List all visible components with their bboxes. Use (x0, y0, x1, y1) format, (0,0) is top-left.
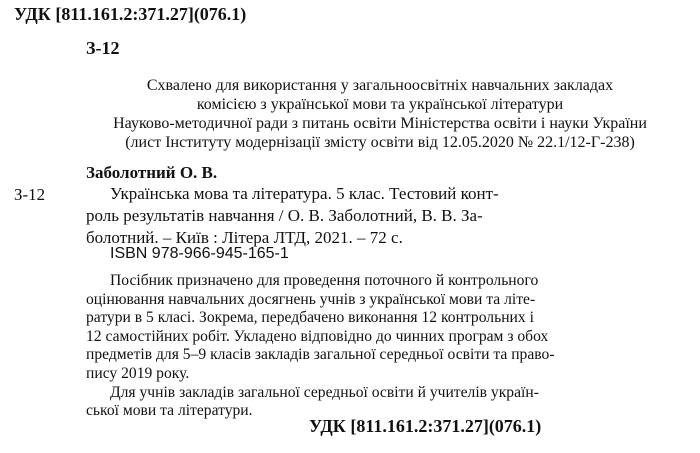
approval-notice (80, 76, 680, 152)
isbn: ISBN 978-966-945-165-1 (110, 245, 289, 262)
classification-code-side: З-12 (14, 185, 46, 204)
author-name: Заболотний О. В. (86, 163, 218, 182)
annotation-p2-line-1: Для учнів закладів загальної середньої освіти й учителів україн- (110, 383, 539, 401)
description-line-2: роль результатів навчання / О. В. Заболотний, В. В. За- (86, 206, 483, 225)
bibliographic-description (86, 183, 499, 249)
udk-footer: УДК [811.161.2:371.27](076.1) (309, 416, 542, 436)
annotation-p1-line-6: пису 2019 року. (86, 364, 190, 382)
annotation-p1-line-5: предметів для 5–9 класів закладів загальної середньої освіти та право- (86, 346, 555, 364)
annotation (86, 272, 555, 421)
annotation-p1-line-1: Посібник призначено для проведення поточного й контрольного (110, 272, 539, 289)
description-line-1: Українська мова та література. 5 клас. Тестовий конт- (110, 184, 499, 203)
description-line-3: болотний. – Київ : Літера ЛТД, 2021. – 72 с. (86, 228, 403, 247)
approval-line-2: комісією з української мови та української літератури (196, 96, 564, 113)
classification-code-top: З-12 (86, 38, 120, 58)
annotation-p1-line-3: ратури в 5 класі. Зокрема, передбачено виконання 12 контрольних і (86, 309, 534, 327)
annotation-p1-line-4: 12 самостійних робіт. Укладено відповідно до чинних програм з обох (86, 327, 549, 345)
approval-line-1: Схвалено для використання у загальноосвітніх навчальних закладах (146, 77, 614, 94)
approval-line-4: (лист Інституту модернізації змісту освіти від 12.05.2020 № 22.1/12-Г-238) (125, 134, 635, 151)
annotation-p1-line-2: оцінювання навчальних досягнень учнів з української мови та літе- (86, 290, 536, 308)
approval-line-3: Науково-методичної ради з питань освіти Міністерства освіти і науки України (113, 115, 647, 132)
annotation-p2-line-2: ської мови та літератури. (86, 402, 253, 420)
udk-header: УДК [811.161.2:371.27](076.1) (14, 4, 247, 24)
